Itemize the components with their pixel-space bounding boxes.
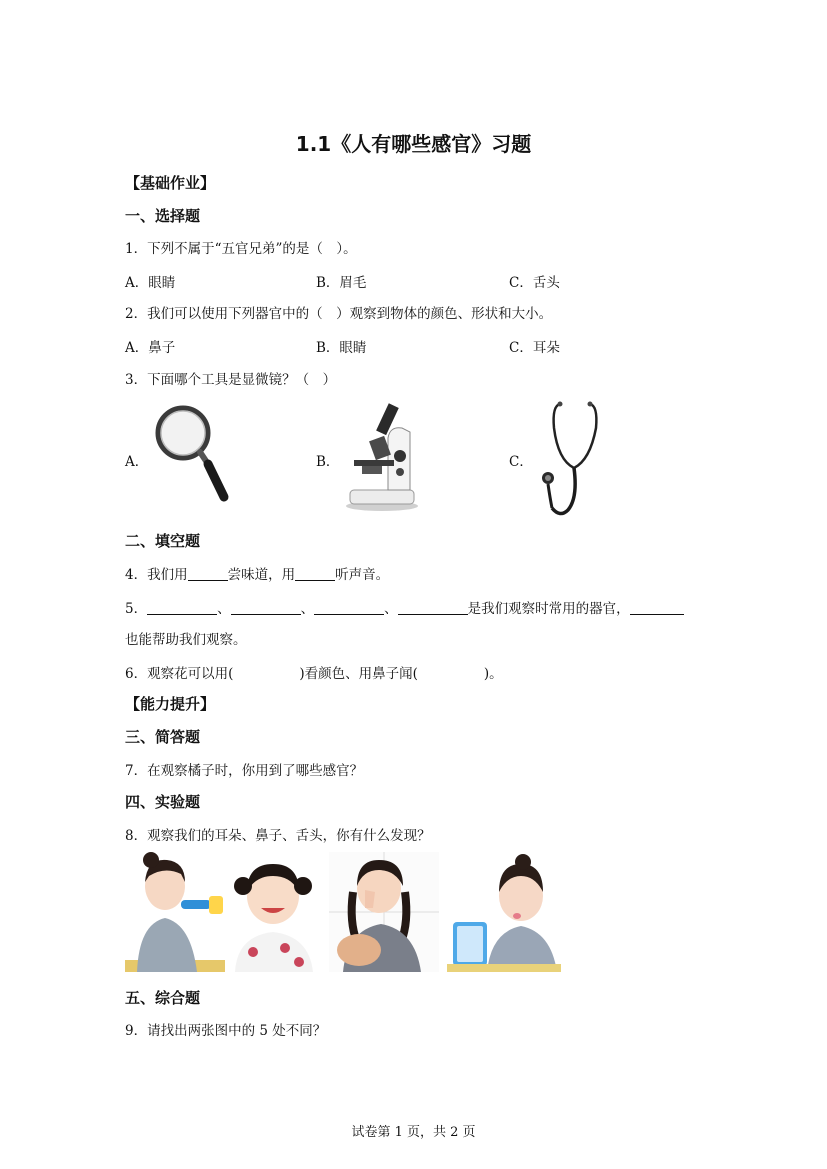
question-5-text-1: 5． [125, 601, 148, 617]
question-5-blank-1[interactable] [147, 600, 217, 615]
microscope-image [344, 398, 420, 512]
section-3-heading: 三、简答题 [125, 728, 201, 746]
section-basic-heading: 【基础作业】 [125, 174, 216, 192]
question-2-option-b: B．眼睛 [316, 340, 367, 356]
question-4-text-3: 听声音。 [335, 567, 390, 583]
question-3-option-b: B． [316, 454, 340, 470]
question-4-blank-1[interactable] [188, 566, 228, 581]
girl-tongue-tablet-photo [447, 852, 561, 972]
question-2-option-a: A．鼻子 [125, 340, 176, 356]
section-1-heading: 一、选择题 [125, 207, 201, 225]
magnifying-glass-image [152, 402, 232, 504]
question-5-line-2: 也能帮助我们观察。 [125, 632, 247, 648]
question-4 [125, 563, 389, 583]
question-5-separator-1: 、 [217, 601, 231, 617]
section-4-heading: 四、实验题 [125, 793, 201, 811]
question-5-blank-2[interactable] [231, 600, 301, 615]
question-7: 7．在观察橘子时，你用到了哪些感官？ [125, 763, 364, 779]
question-3-option-a: A． [125, 454, 149, 470]
question-2-stem: 2．我们可以使用下列器官中的（ ）观察到物体的颜色、形状和大小。 [125, 306, 553, 322]
question-8: 8．观察我们的耳朵、鼻子、舌头，你有什么发现？ [125, 828, 431, 844]
question-1-option-a: A．眼睛 [125, 275, 176, 291]
question-5-blank-5[interactable] [630, 600, 684, 615]
question-3-option-c: C． [509, 454, 533, 470]
girl-smiling-photo [229, 852, 319, 972]
page-title: 1.1《人有哪些感官》习题 [295, 132, 532, 156]
section-5-heading: 五、综合题 [125, 989, 201, 1007]
question-2-option-c: C．耳朵 [509, 340, 560, 356]
question-6-text-1: 6．观察花可以用( [125, 666, 234, 682]
question-6-text-3: )。 [483, 666, 503, 682]
question-4-text-1: 4．我们用 [125, 567, 188, 583]
section-2-heading: 二、填空题 [125, 532, 201, 550]
experiment-photo-strip [125, 852, 561, 972]
question-5-separator-3: 、 [384, 601, 398, 617]
question-6 [125, 662, 503, 682]
question-5-line-1 [125, 597, 684, 617]
question-4-blank-2[interactable] [295, 566, 335, 581]
question-3-stem: 3．下面哪个工具是显微镜？（ ） [125, 372, 337, 388]
question-6-text-2: )看颜色、用鼻子闻( [299, 666, 418, 682]
page-footer: 试卷第 1 页，共 2 页 [351, 1125, 476, 1140]
section-advanced-heading: 【能力提升】 [125, 695, 216, 713]
question-4-text-2: 尝味道，用 [227, 567, 296, 583]
question-1-stem: 1．下列不属于“五官兄弟”的是（ ）。 [125, 241, 357, 257]
question-9: 9．请找出两张图中的 5 处不同？ [125, 1023, 327, 1039]
question-5-text-2: 是我们观察时常用的器官， [467, 601, 630, 617]
girl-listening-photo [125, 852, 225, 972]
question-5-blank-4[interactable] [398, 600, 468, 615]
question-5-blank-3[interactable] [314, 600, 384, 615]
stethoscope-image [538, 398, 606, 520]
girl-touching-nose-photo [329, 852, 439, 972]
question-5-separator-2: 、 [300, 601, 315, 617]
question-1-option-b: B．眉毛 [316, 275, 367, 291]
question-1-option-c: C．舌头 [509, 275, 560, 291]
